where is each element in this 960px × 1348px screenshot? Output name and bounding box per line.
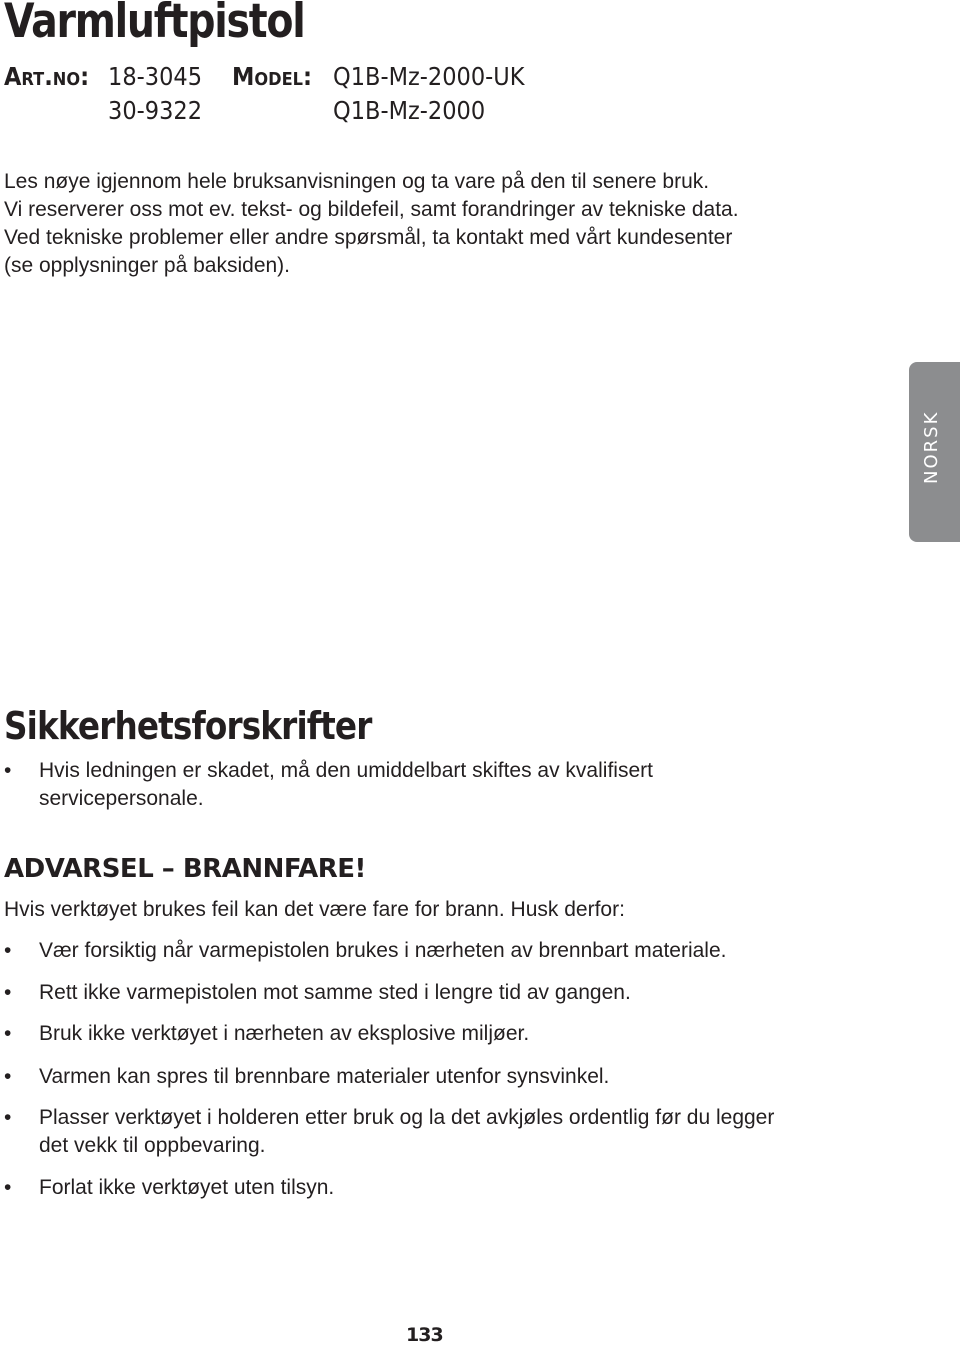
safety-heading: Sikkerhetsforskrifter bbox=[4, 704, 372, 748]
bullet-icon: • bbox=[4, 1065, 12, 1088]
warning-item-text: Forlat ikke verktøyet uten tilsyn. bbox=[39, 1176, 335, 1199]
warning-item bbox=[4, 1104, 779, 1160]
warning-intro: Hvis verktøyet brukes feil kan det være fare for brann. Husk derfor: bbox=[4, 898, 625, 921]
intro-paragraph bbox=[4, 168, 884, 280]
model-1: Q1B-Mz-2000-UK bbox=[333, 62, 525, 91]
art-number-1: 18-3045 bbox=[108, 62, 203, 91]
bullet-icon: • bbox=[4, 981, 12, 1004]
safety-bullet-text: Hvis ledningen er skadet, må den umiddelbart skiftes av kvalifisert servicepersonale. bbox=[39, 759, 653, 810]
warning-item bbox=[4, 1063, 859, 1091]
warning-item bbox=[4, 937, 859, 965]
model-2: Q1B-Mz-2000 bbox=[333, 96, 486, 125]
safety-bullet bbox=[4, 757, 739, 813]
art-number-2: 30-9322 bbox=[108, 96, 203, 125]
bullet-icon: • bbox=[4, 1022, 12, 1045]
language-tab-label: NORSK bbox=[921, 410, 942, 484]
intro-line: Les nøye igjennom hele bruksanvisningen og ta vare på den til senere bruk. bbox=[4, 170, 710, 193]
intro-line: (se opplysninger på baksiden). bbox=[4, 254, 291, 277]
art-no-label: Art.no: bbox=[4, 62, 90, 91]
intro-line: Ved tekniske problemer eller andre spørsmål, ta kontakt med vårt kundesenter bbox=[4, 226, 733, 249]
bullet-icon: • bbox=[4, 1176, 12, 1199]
intro-line: Vi reserverer oss mot ev. tekst- og bildefeil, samt forandringer av tekniske data. bbox=[4, 198, 739, 221]
language-tab bbox=[909, 362, 960, 542]
bullet-icon: • bbox=[4, 759, 12, 782]
warning-item-text: Plasser verktøyet i holderen etter bruk og la det avkjøles ordentlig før du legger det vekk til oppbevaring. bbox=[39, 1106, 775, 1157]
page-number: 133 bbox=[406, 1324, 443, 1346]
warning-item bbox=[4, 1174, 859, 1202]
warning-item-text: Rett ikke varmepistolen mot samme sted i lengre tid av gangen. bbox=[39, 981, 631, 1004]
bullet-icon: • bbox=[4, 1106, 12, 1129]
model-label: Model: bbox=[232, 62, 313, 91]
page-title: Varmluftpistol bbox=[4, 0, 305, 49]
warning-item-text: Bruk ikke verktøyet i nærheten av eksplosive miljøer. bbox=[39, 1022, 530, 1045]
warning-item-text: Vær forsiktig når varmepistolen brukes i nærheten av brennbart materiale. bbox=[39, 939, 727, 962]
warning-item-text: Varmen kan spres til brennbare materialer utenfor synsvinkel. bbox=[39, 1065, 610, 1088]
warning-heading: ADVARSEL – BRANNFARE! bbox=[4, 854, 366, 884]
warning-item bbox=[4, 979, 859, 1007]
warning-item bbox=[4, 1020, 859, 1048]
bullet-icon: • bbox=[4, 939, 12, 962]
